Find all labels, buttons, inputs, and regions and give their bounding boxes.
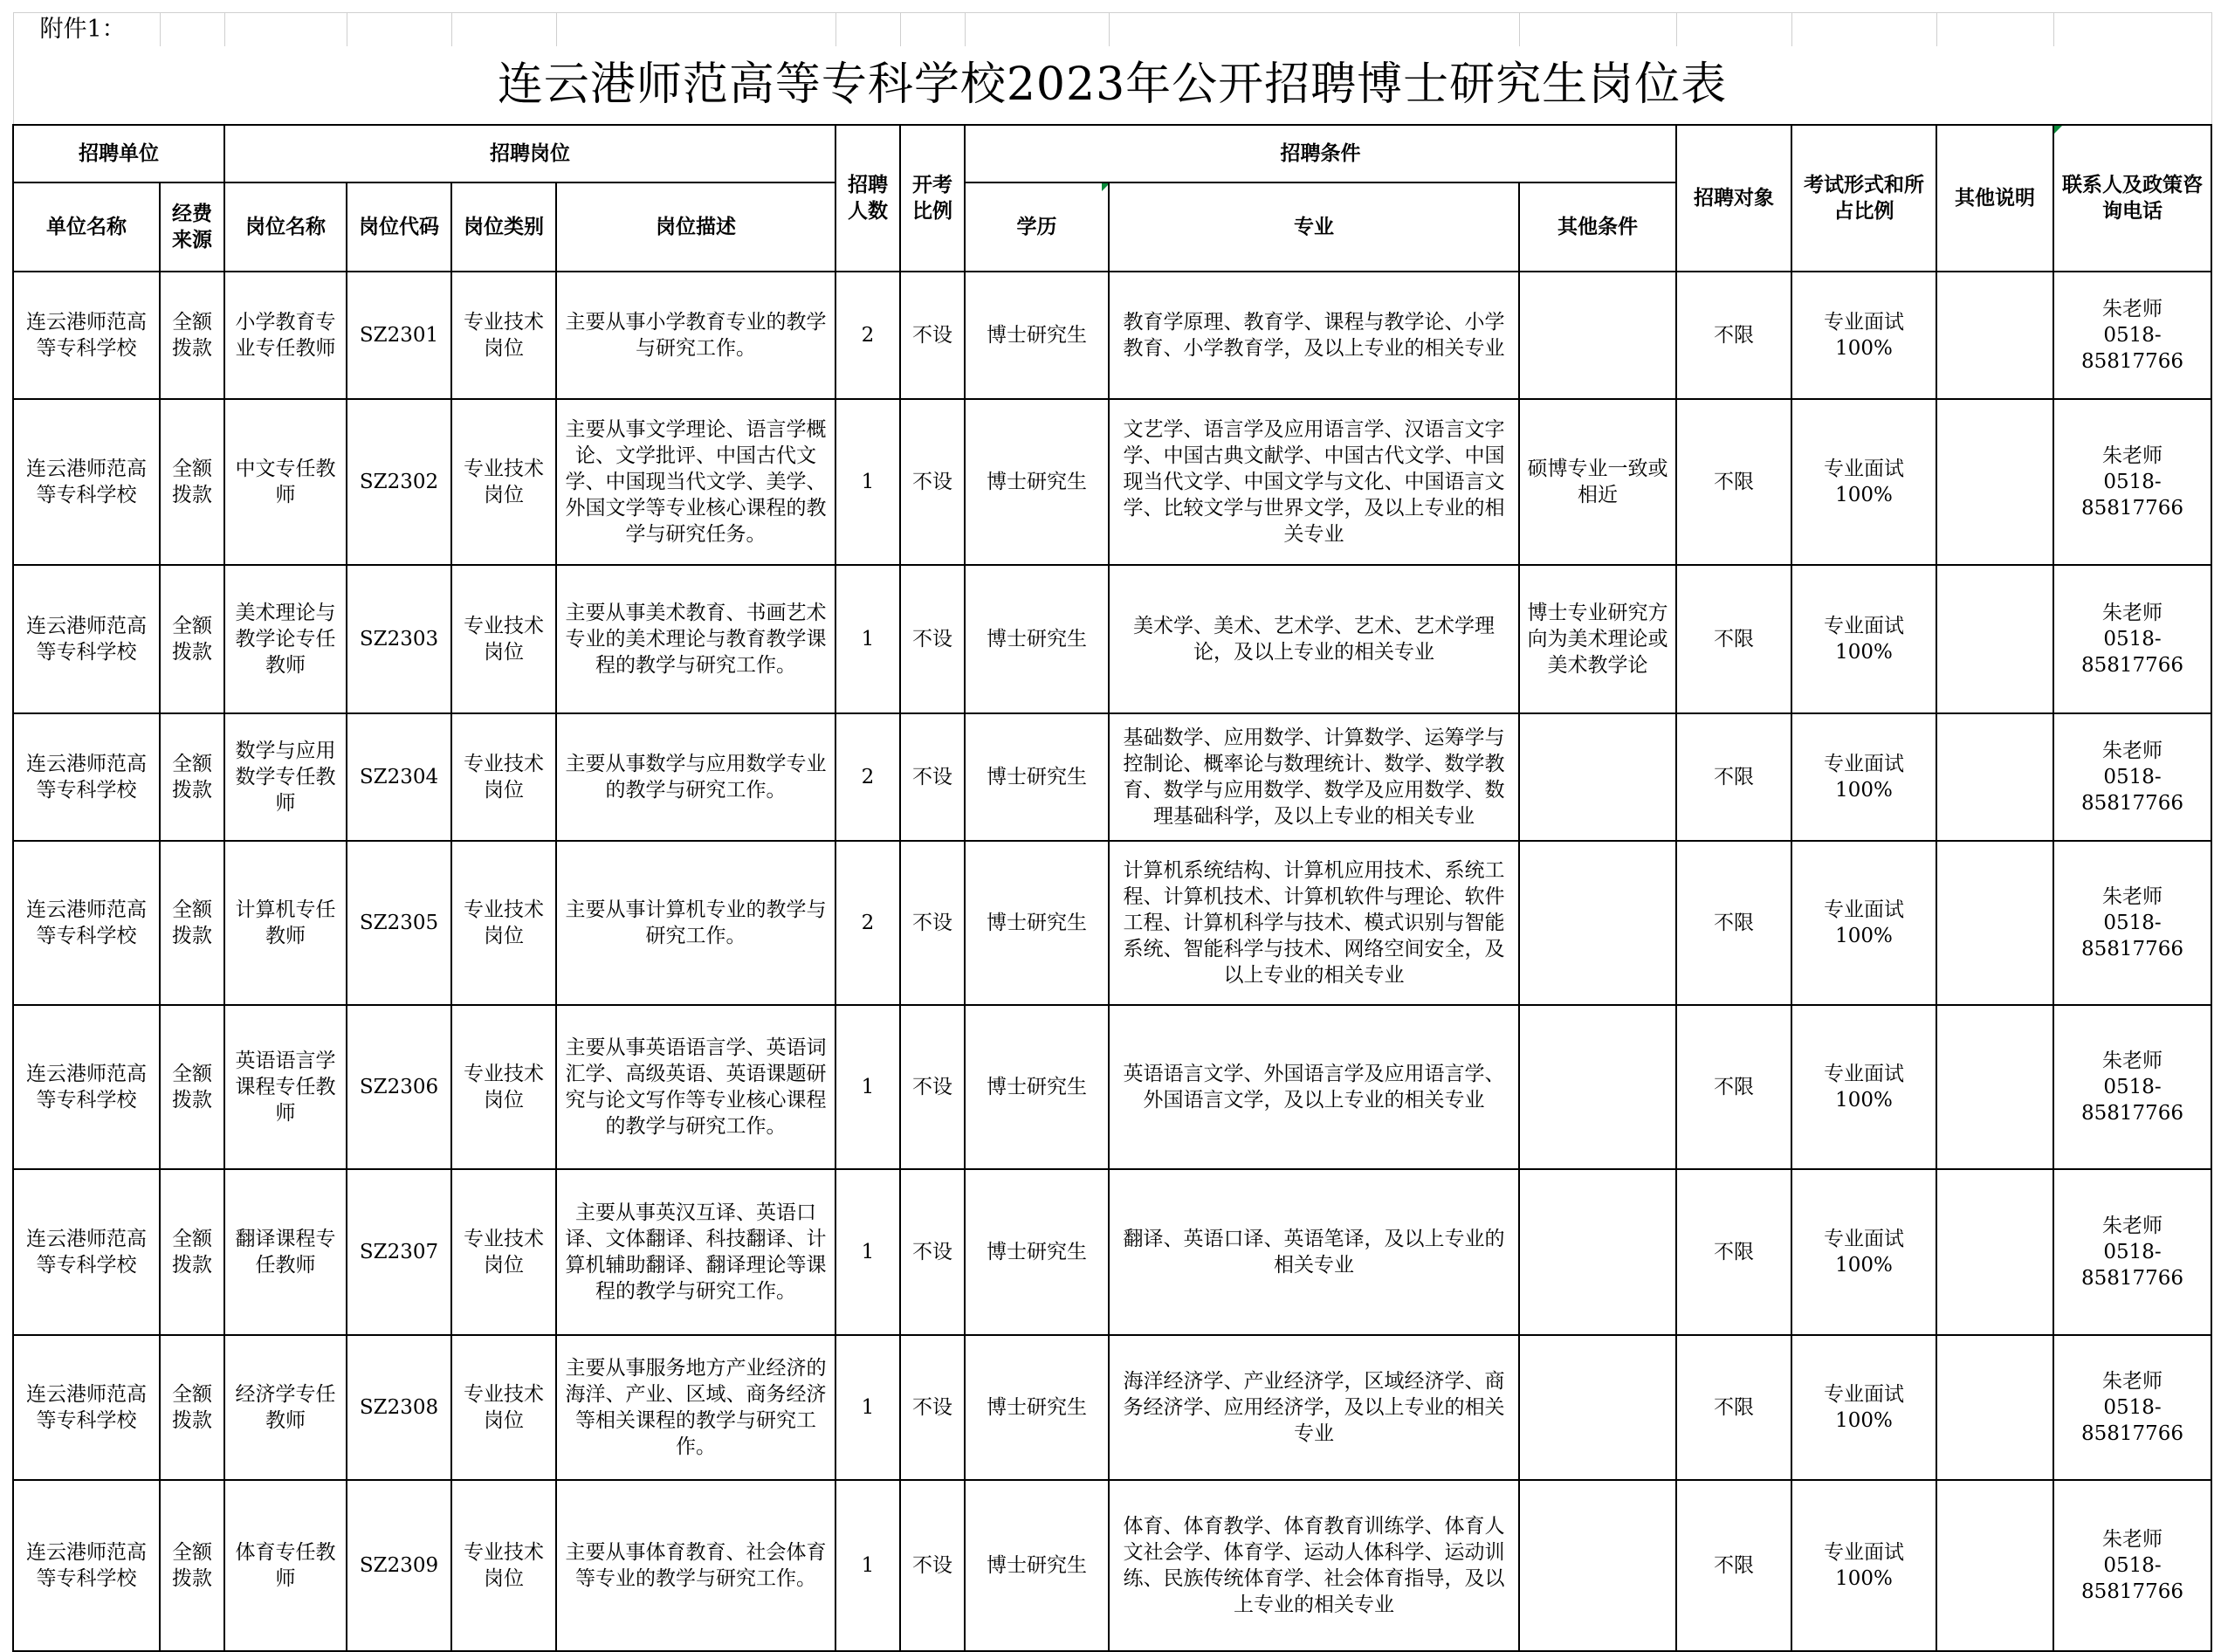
- education-cell: 博士研究生: [965, 713, 1109, 841]
- page-title: 连云港师范高等专科学校2023年公开招聘博士研究生岗位表: [13, 46, 2211, 125]
- empty-cell: [451, 13, 556, 46]
- exam-ratio-cell: 不设: [900, 272, 965, 399]
- post-name-cell: 经济学专任教师: [224, 1335, 347, 1480]
- contact-phone: 0518-85817766: [2080, 323, 2184, 373]
- contact-phone: 0518-85817766: [2080, 1553, 2184, 1603]
- exam-ratio-cell: 不设: [900, 1335, 965, 1480]
- contact-name: 朱老师: [2102, 444, 2163, 467]
- exam-ratio-cell: 不设: [900, 565, 965, 713]
- post-desc-cell: 主要从事美术教育、书画艺术专业的美术理论与教育教学课程的教学与研究工作。: [556, 565, 835, 713]
- post-name-cell: 体育专任教师: [224, 1480, 347, 1651]
- notes-cell: [1936, 565, 2053, 713]
- funding-cell: 全额拨款: [160, 1480, 224, 1651]
- contact-name: 朱老师: [2102, 739, 2163, 762]
- table-row: [13, 1169, 2211, 1335]
- header-other-cond: 其他条件: [1519, 182, 1676, 272]
- post-code-cell: SZ2307: [347, 1169, 451, 1335]
- table-row: [13, 841, 2211, 1005]
- header-funding: 经费来源: [160, 182, 224, 272]
- notes-cell: [1936, 841, 2053, 1005]
- post-desc-cell: 主要从事数学与应用数学专业的教学与研究工作。: [556, 713, 835, 841]
- spreadsheet: [12, 12, 2212, 1652]
- funding-cell: 全额拨款: [160, 1335, 224, 1480]
- unit-name-cell: 连云港师范高等专科学校: [13, 565, 160, 713]
- empty-cell: [835, 13, 900, 46]
- header-headcount: 招聘人数: [835, 125, 900, 272]
- other-condition-cell: [1519, 1005, 1676, 1169]
- contact-cell: [2053, 1005, 2211, 1169]
- table-row: [13, 1005, 2211, 1169]
- contact-phone: 0518-85817766: [2080, 1075, 2184, 1125]
- unit-name-cell: 连云港师范高等专科学校: [13, 399, 160, 565]
- group-header-row: [13, 125, 2211, 182]
- empty-cell: [347, 13, 451, 46]
- unit-name-cell: 连云港师范高等专科学校: [13, 1335, 160, 1480]
- headcount-cell: 2: [835, 272, 900, 399]
- other-condition-cell: 博士专业研究方向为美术理论或美术教学论: [1519, 565, 1676, 713]
- notes-cell: [1936, 399, 2053, 565]
- funding-cell: 全额拨款: [160, 841, 224, 1005]
- contact-cell: [2053, 1335, 2211, 1480]
- education-cell: 博士研究生: [965, 399, 1109, 565]
- exam-ratio-cell: 不设: [900, 1169, 965, 1335]
- headcount-cell: 1: [835, 1335, 900, 1480]
- contact-name: 朱老师: [2102, 297, 2163, 320]
- post-code-cell: SZ2306: [347, 1005, 451, 1169]
- contact-cell: [2053, 272, 2211, 399]
- header-conditions: 招聘条件: [965, 125, 1676, 182]
- contact-name: 朱老师: [2102, 1214, 2163, 1237]
- contact-cell: [2053, 1169, 2211, 1335]
- header-post-type: 岗位类别: [451, 182, 556, 272]
- empty-cell: [556, 13, 835, 46]
- notes-cell: [1936, 713, 2053, 841]
- empty-cell: [224, 13, 347, 46]
- other-condition-cell: 硕博专业一致或相近: [1519, 399, 1676, 565]
- target-cell: 不限: [1676, 1005, 1791, 1169]
- unit-name-cell: 连云港师范高等专科学校: [13, 1005, 160, 1169]
- contact-cell: [2053, 399, 2211, 565]
- unit-name-cell: 连云港师范高等专科学校: [13, 1169, 160, 1335]
- post-desc-cell: 主要从事计算机专业的教学与研究工作。: [556, 841, 835, 1005]
- header-education-text: 学历: [1016, 214, 1057, 238]
- header-unit: 招聘单位: [13, 125, 224, 182]
- post-name-cell: 英语语言学课程专任教师: [224, 1005, 347, 1169]
- education-cell: 博士研究生: [965, 1335, 1109, 1480]
- header-post: 招聘岗位: [224, 125, 835, 182]
- post-desc-cell: 主要从事服务地方产业经济的海洋、产业、区域、商务经济等相关课程的教学与研究工作。: [556, 1335, 835, 1480]
- header-post-name: 岗位名称: [224, 182, 347, 272]
- contact-name: 朱老师: [2102, 885, 2163, 908]
- funding-cell: 全额拨款: [160, 272, 224, 399]
- target-cell: 不限: [1676, 565, 1791, 713]
- target-cell: 不限: [1676, 399, 1791, 565]
- headcount-cell: 1: [835, 399, 900, 565]
- exam-ratio-cell: 不设: [900, 1480, 965, 1651]
- major-cell: 翻译、英语口译、英语笔译，及以上专业的相关专业: [1109, 1169, 1519, 1335]
- unit-name-cell: 连云港师范高等专科学校: [13, 272, 160, 399]
- table-row: [13, 1480, 2211, 1651]
- post-name-cell: 数学与应用数学专任教师: [224, 713, 347, 841]
- exam-ratio-cell: 不设: [900, 713, 965, 841]
- headcount-cell: 1: [835, 565, 900, 713]
- headcount-cell: 1: [835, 1005, 900, 1169]
- notes-cell: [1936, 1005, 2053, 1169]
- empty-cell: [1519, 13, 1676, 46]
- post-name-cell: 中文专任教师: [224, 399, 347, 565]
- empty-cell: [1936, 13, 2053, 46]
- header-education: [965, 182, 1109, 272]
- unit-name-cell: 连云港师范高等专科学校: [13, 1480, 160, 1651]
- other-condition-cell: [1519, 1169, 1676, 1335]
- exam-form-cell: 专业面试100%: [1791, 713, 1936, 841]
- header-target: 招聘对象: [1676, 125, 1791, 272]
- post-type-cell: 专业技术岗位: [451, 565, 556, 713]
- attachment-label: 附件1：: [13, 13, 160, 46]
- major-cell: 美术学、美术、艺术学、艺术、艺术学理论，及以上专业的相关专业: [1109, 565, 1519, 713]
- post-name-cell: 小学教育专业专任教师: [224, 272, 347, 399]
- table-row: [13, 399, 2211, 565]
- notes-cell: [1936, 1480, 2053, 1651]
- education-cell: 博士研究生: [965, 1169, 1109, 1335]
- post-type-cell: 专业技术岗位: [451, 1169, 556, 1335]
- post-type-cell: 专业技术岗位: [451, 272, 556, 399]
- headcount-cell: 1: [835, 1480, 900, 1651]
- target-cell: 不限: [1676, 713, 1791, 841]
- header-other-notes: 其他说明: [1936, 125, 2053, 272]
- table-row: [13, 1335, 2211, 1480]
- empty-cell: [965, 13, 1109, 46]
- contact-phone: 0518-85817766: [2080, 470, 2184, 520]
- header-major: 专业: [1109, 182, 1519, 272]
- post-type-cell: 专业技术岗位: [451, 399, 556, 565]
- table-row: [13, 713, 2211, 841]
- contact-name: 朱老师: [2102, 1369, 2163, 1393]
- exam-form-cell: 专业面试100%: [1791, 1335, 1936, 1480]
- contact-phone: 0518-85817766: [2080, 911, 2184, 960]
- other-condition-cell: [1519, 272, 1676, 399]
- contact-phone: 0518-85817766: [2080, 1395, 2184, 1445]
- major-cell: 教育学原理、教育学、课程与教学论、小学教育、小学教育学，及以上专业的相关专业: [1109, 272, 1519, 399]
- empty-cell: [1676, 13, 1791, 46]
- contact-cell: [2053, 1480, 2211, 1651]
- other-condition-cell: [1519, 1335, 1676, 1480]
- funding-cell: 全额拨款: [160, 713, 224, 841]
- unit-name-cell: 连云港师范高等专科学校: [13, 841, 160, 1005]
- target-cell: 不限: [1676, 841, 1791, 1005]
- exam-ratio-cell: 不设: [900, 399, 965, 565]
- notes-cell: [1936, 1169, 2053, 1335]
- attachment-row: [13, 13, 2211, 46]
- education-cell: 博士研究生: [965, 1480, 1109, 1651]
- funding-cell: 全额拨款: [160, 565, 224, 713]
- headcount-cell: 2: [835, 713, 900, 841]
- post-type-cell: 专业技术岗位: [451, 713, 556, 841]
- headcount-cell: 2: [835, 841, 900, 1005]
- post-type-cell: 专业技术岗位: [451, 1005, 556, 1169]
- funding-cell: 全额拨款: [160, 399, 224, 565]
- contact-phone: 0518-85817766: [2080, 627, 2184, 677]
- post-desc-cell: 主要从事文学理论、语言学概论、文学批评、中国古代文学、中国现当代文学、美学、外国文学等专业核心课程的教学与研究任务。: [556, 399, 835, 565]
- post-desc-cell: 主要从事小学教育专业的教学与研究工作。: [556, 272, 835, 399]
- empty-cell: [1109, 13, 1519, 46]
- post-code-cell: SZ2309: [347, 1480, 451, 1651]
- empty-cell: [900, 13, 965, 46]
- major-cell: 英语语言文学、外国语言学及应用语言学、外国语言文学，及以上专业的相关专业: [1109, 1005, 1519, 1169]
- exam-form-cell: 专业面试100%: [1791, 1480, 1936, 1651]
- exam-form-cell: 专业面试100%: [1791, 399, 1936, 565]
- headcount-cell: 1: [835, 1169, 900, 1335]
- exam-ratio-cell: 不设: [900, 1005, 965, 1169]
- other-condition-cell: [1519, 713, 1676, 841]
- empty-cell: [2053, 13, 2211, 46]
- notes-cell: [1936, 1335, 2053, 1480]
- post-desc-cell: 主要从事英语语言学、英语词汇学、高级英语、英语课题研究与论文写作等专业核心课程的教学与研究工作。: [556, 1005, 835, 1169]
- header-exam-ratio: 开考比例: [900, 125, 965, 272]
- exam-form-cell: 专业面试100%: [1791, 841, 1936, 1005]
- header-contact: [2053, 125, 2211, 272]
- target-cell: 不限: [1676, 272, 1791, 399]
- comment-marker: [2054, 126, 2062, 134]
- contact-name: 朱老师: [2102, 1049, 2163, 1072]
- education-cell: 博士研究生: [965, 841, 1109, 1005]
- post-code-cell: SZ2302: [347, 399, 451, 565]
- major-cell: 体育、体育教学、体育教育训练学、体育人文社会学、体育学、运动人体科学、运动训练、民族传统体育学、社会体育指导，及以上专业的相关专业: [1109, 1480, 1519, 1651]
- education-cell: 博士研究生: [965, 1005, 1109, 1169]
- header-post-desc: 岗位描述: [556, 182, 835, 272]
- post-desc-cell: 主要从事英汉互译、英语口译、文体翻译、科技翻译、计算机辅助翻译、翻译理论等课程的教学与研究工作。: [556, 1169, 835, 1335]
- header-contact-text: 联系人及政策咨询电话: [2062, 172, 2203, 223]
- notes-cell: [1936, 272, 2053, 399]
- comment-marker: [1102, 183, 1109, 191]
- funding-cell: 全额拨款: [160, 1005, 224, 1169]
- recruitment-table: [12, 12, 2212, 1652]
- post-code-cell: SZ2308: [347, 1335, 451, 1480]
- unit-name-cell: 连云港师范高等专科学校: [13, 713, 160, 841]
- contact-cell: [2053, 565, 2211, 713]
- post-code-cell: SZ2301: [347, 272, 451, 399]
- exam-form-cell: 专业面试100%: [1791, 565, 1936, 713]
- exam-form-cell: 专业面试100%: [1791, 1005, 1936, 1169]
- post-name-cell: 美术理论与教学论专任教师: [224, 565, 347, 713]
- header-post-code: 岗位代码: [347, 182, 451, 272]
- target-cell: 不限: [1676, 1169, 1791, 1335]
- exam-ratio-cell: 不设: [900, 841, 965, 1005]
- education-cell: 博士研究生: [965, 565, 1109, 713]
- post-desc-cell: 主要从事体育教育、社会体育等专业的教学与研究工作。: [556, 1480, 835, 1651]
- empty-cell: [160, 13, 224, 46]
- post-code-cell: SZ2305: [347, 841, 451, 1005]
- table-row: [13, 565, 2211, 713]
- other-condition-cell: [1519, 841, 1676, 1005]
- contact-name: 朱老师: [2102, 1527, 2163, 1551]
- title-row: [13, 46, 2211, 125]
- post-code-cell: SZ2304: [347, 713, 451, 841]
- post-name-cell: 计算机专任教师: [224, 841, 347, 1005]
- major-cell: 文艺学、语言学及应用语言学、汉语言文字学、中国古典文献学、中国古代文学、中国现当代文学、中国文学与文化、中国语言文学、比较文学与世界文学，及以上专业的相关专业: [1109, 399, 1519, 565]
- major-cell: 海洋经济学、产业经济学，区域经济学、商务经济学、应用经济学，及以上专业的相关专业: [1109, 1335, 1519, 1480]
- contact-cell: [2053, 841, 2211, 1005]
- contact-name: 朱老师: [2102, 601, 2163, 624]
- contact-phone: 0518-85817766: [2080, 1240, 2184, 1290]
- contact-cell: [2053, 713, 2211, 841]
- empty-cell: [1791, 13, 1936, 46]
- major-cell: 计算机系统结构、计算机应用技术、系统工程、计算机技术、计算机软件与理论、软件工程、计算机科学与技术、模式识别与智能系统、智能科学与技术、网络空间安全，及以上专业的相关专业: [1109, 841, 1519, 1005]
- post-type-cell: 专业技术岗位: [451, 841, 556, 1005]
- funding-cell: 全额拨款: [160, 1169, 224, 1335]
- post-type-cell: 专业技术岗位: [451, 1480, 556, 1651]
- post-code-cell: SZ2303: [347, 565, 451, 713]
- education-cell: 博士研究生: [965, 272, 1109, 399]
- major-cell: 基础数学、应用数学、计算数学、运筹学与控制论、概率论与数理统计、数学、数学教育、数学与应用数学、数学及应用数学、数理基础科学，及以上专业的相关专业: [1109, 713, 1519, 841]
- other-condition-cell: [1519, 1480, 1676, 1651]
- target-cell: 不限: [1676, 1480, 1791, 1651]
- post-type-cell: 专业技术岗位: [451, 1335, 556, 1480]
- exam-form-cell: 专业面试100%: [1791, 1169, 1936, 1335]
- contact-phone: 0518-85817766: [2080, 765, 2184, 815]
- post-name-cell: 翻译课程专任教师: [224, 1169, 347, 1335]
- table-row: [13, 272, 2211, 399]
- target-cell: 不限: [1676, 1335, 1791, 1480]
- header-exam-form: 考试形式和所占比例: [1791, 125, 1936, 272]
- header-unit-name: 单位名称: [13, 182, 160, 272]
- exam-form-cell: 专业面试100%: [1791, 272, 1936, 399]
